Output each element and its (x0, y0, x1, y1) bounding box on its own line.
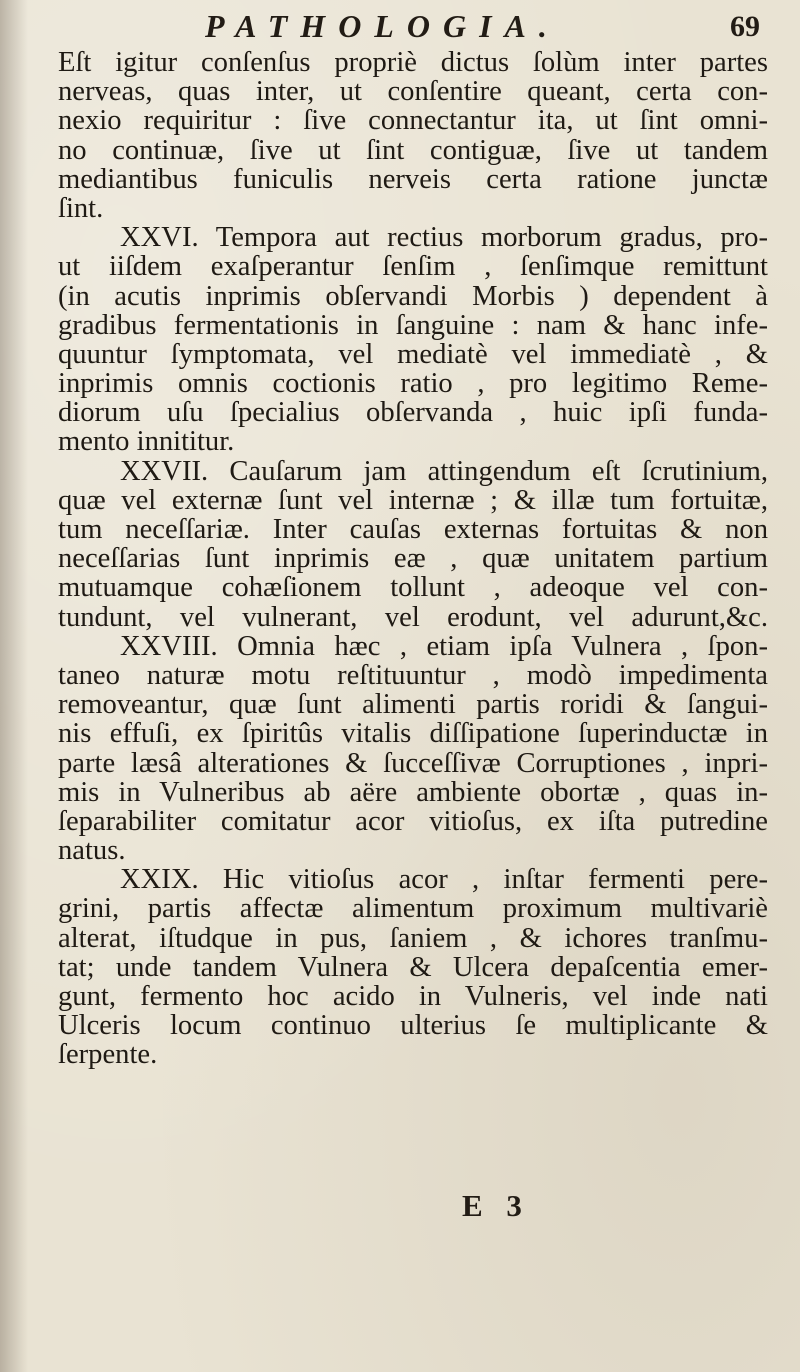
text-line: mis in Vulneribus ab aëre ambiente obortæ , quas in- (58, 776, 768, 808)
text-line: nerveas, quas inter, ut conſentire queant, certa con- (58, 76, 768, 108)
text-line: (in acutis inprimis obſervandi Morbis ) dependent à (58, 280, 768, 312)
text-line: grini, partis affectæ alimentum proximum multivariè (58, 893, 768, 925)
section-heading-line: XXVII. Cauſarum jam attingendum eſt ſcrutinium, (120, 455, 768, 487)
text-line: ſint. (58, 192, 104, 224)
section-heading-line: XXIX. Hic vitioſus acor , inſtar fermenti pere- (120, 864, 768, 896)
text-line: taneo naturæ motu reſtituuntur , modò impedimenta (58, 659, 768, 691)
text-line: alterat, iſtudque in pus, ſaniem , & ichores tranſmu- (58, 922, 768, 954)
text-line: ſeparabiliter comitatur acor vitioſus, ex iſta putredine (58, 805, 768, 837)
text-line: natus. (58, 835, 126, 867)
text-line: gunt, fermento hoc acido in Vulneris, vel inde nati (58, 981, 768, 1012)
text-line: quæ vel externæ ſunt vel internæ ; & illæ tum fortuitæ, (58, 484, 768, 516)
text-line: nexio requiritur : ſive connectantur ita, ut ſint omni- (58, 105, 768, 137)
text-line: gradibus fermentationis in ſanguine : nam & hanc infe- (58, 309, 768, 341)
text-line: mediantibus funiculis nerveis certa ratione junctæ (58, 163, 768, 195)
page-number: 69 (730, 10, 760, 43)
text-line: tat; unde tandem Vulnera & Ulcera depaſcentia emer- (58, 951, 768, 983)
text-line: quuntur ſymptomata, vel mediatè vel immediatè , & (58, 338, 768, 370)
section-heading-line: XXVIII. Omnia hæc , etiam ipſa Vulnera , ſpon- (120, 630, 768, 662)
text-line: ut iiſdem exaſperantur ſenſim , ſenſimque remittunt (58, 251, 768, 283)
running-title: PATHOLOGIA. (205, 8, 560, 44)
text-line: diorum uſu ſpecialius obſervanda , huic ipſi funda- (58, 397, 768, 429)
text-line: neceſſarias ſunt inprimis eæ , quæ unitatem partium (58, 543, 768, 575)
text-line: ſerpente. (58, 1039, 158, 1071)
section-heading-line: XXVI. Tempora aut rectius morborum gradus, pro- (120, 222, 768, 254)
text-line: Eſt igitur conſenſus propriè dictus ſolùm inter partes (58, 47, 768, 78)
text-body (58, 48, 768, 1070)
text-line: removeantur, quæ ſunt alimenti partis roridi & ſangui- (58, 689, 768, 721)
text-line: parte læsâ alterationes & ſucceſſivæ Corruptiones , inpri- (58, 747, 768, 779)
text-line: tum neceſſariæ. Inter cauſas externas fortuitas & non (58, 514, 768, 545)
text-line: no continuæ, ſive ut ſint contiguæ, ſive ut tandem (58, 134, 768, 166)
text-line: inprimis omnis coctionis ratio , pro legitimo Reme- (58, 368, 768, 400)
text-line: Ulceris locum continuo ulterius ſe multiplicante & (58, 1010, 768, 1042)
text-line: mento innititur. (58, 426, 235, 458)
running-head (205, 8, 760, 48)
text-line: mutuamque cohæſionem tollunt , adeoque vel con- (58, 572, 768, 604)
text-line: tundunt, vel vulnerant, vel erodunt, vel adurunt,&c. (58, 601, 768, 633)
page-edge-shadow (0, 0, 28, 1372)
signature-mark: E 3 (462, 1188, 530, 1223)
text-line: nis effuſi, ex ſpiritûs vitalis diſſipatione ſuperinductæ in (58, 718, 768, 750)
